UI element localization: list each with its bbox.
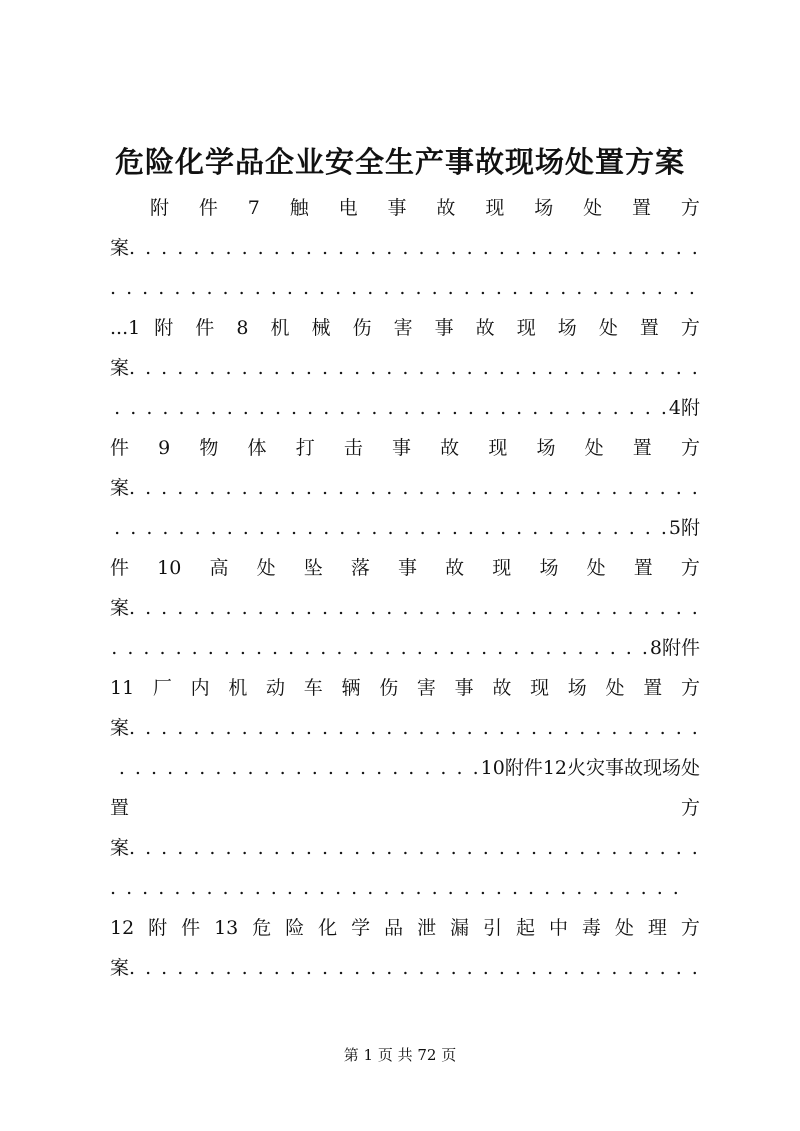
toc-line-4 [110, 308, 700, 348]
toc-line-7 [110, 428, 700, 468]
toc-token: 方 [680, 317, 700, 339]
toc-line-5 [110, 348, 700, 388]
toc-token: 处 [605, 677, 625, 699]
toc-token: 毒 [581, 917, 601, 939]
toc-token: 落 [350, 557, 370, 579]
dot-leader [129, 708, 700, 748]
toc-token: 处 [256, 557, 276, 579]
dot-leader [129, 828, 700, 868]
toc-text: 案 [110, 957, 130, 979]
toc-token: 10 [157, 557, 182, 579]
toc-token: 件 [110, 437, 130, 459]
toc-token: 件 [181, 917, 201, 939]
toc-line-6 [110, 388, 700, 428]
toc-token: 危 [252, 917, 272, 939]
toc-token: 方 [680, 917, 700, 939]
toc-token: 附 [154, 317, 174, 339]
toc-token: 械 [311, 317, 331, 339]
toc-line-12 [110, 628, 700, 668]
toc-token: 处 [598, 317, 618, 339]
toc-token: 现 [485, 197, 505, 219]
toc-token: 件 [198, 197, 218, 219]
toc-line-16 [110, 788, 700, 828]
toc-token: 辆 [341, 677, 361, 699]
toc-token: 12 [110, 917, 135, 939]
toc-token: 车 [303, 677, 323, 699]
toc-token: 处 [584, 437, 604, 459]
toc-token: 场 [536, 437, 556, 459]
toc-token: 现 [488, 437, 508, 459]
dot-leader [129, 588, 700, 628]
toc-token: 8 [236, 317, 249, 339]
toc-page-number: 4附 [668, 397, 700, 419]
toc-token: 场 [557, 317, 577, 339]
toc-token: 害 [416, 677, 436, 699]
toc-token: 方 [680, 437, 700, 459]
toc-token: 内 [190, 677, 210, 699]
toc-token: 方 [680, 557, 700, 579]
toc-page-number: 10附件12火灾事故现场处 [480, 757, 700, 779]
toc-token: 故 [475, 317, 495, 339]
toc-token: 学 [351, 917, 371, 939]
toc-token: 11 [110, 677, 135, 699]
dot-leader [110, 748, 481, 788]
dot-leader [110, 508, 669, 548]
toc-token: 厂 [152, 677, 172, 699]
toc-token: 现 [516, 317, 536, 339]
toc-token: 处 [586, 557, 606, 579]
toc-token: 故 [436, 197, 456, 219]
toc-token: 泄 [417, 917, 437, 939]
toc-token: 事 [434, 317, 454, 339]
toc-token: 物 [199, 437, 219, 459]
toc-token: 理 [647, 917, 667, 939]
toc-token: 品 [384, 917, 404, 939]
toc-text: 案 [110, 717, 130, 739]
toc-token: 伤 [379, 677, 399, 699]
table-of-contents [110, 188, 700, 988]
toc-token: 现 [530, 677, 550, 699]
toc-token: 附 [148, 917, 168, 939]
toc-token: 化 [318, 917, 338, 939]
toc-token: 件 [195, 317, 215, 339]
toc-token: 场 [534, 197, 554, 219]
toc-token: 方 [680, 797, 700, 819]
page-footer: 第 1 页 共 72 页 [343, 1046, 457, 1064]
toc-token: 置 [110, 797, 130, 819]
toc-token: 置 [632, 437, 652, 459]
toc-token: 13 [214, 917, 239, 939]
toc-token: 坠 [303, 557, 323, 579]
toc-token: 处 [614, 917, 634, 939]
dot-leader [110, 388, 669, 428]
toc-token: 中 [548, 917, 568, 939]
document-title: 危险化学品企业安全生产事故现场处置方案 [114, 145, 685, 179]
toc-token: 险 [285, 917, 305, 939]
toc-line-11 [110, 588, 700, 628]
toc-token: 打 [295, 437, 315, 459]
dot-leader [129, 348, 700, 388]
toc-line-3 [110, 268, 700, 308]
toc-token: 高 [209, 557, 229, 579]
toc-text: 案 [110, 597, 130, 619]
toc-token: 事 [387, 197, 407, 219]
toc-line-2 [110, 228, 700, 268]
toc-line-14 [110, 708, 700, 748]
toc-token: 击 [343, 437, 363, 459]
toc-token: 机 [228, 677, 248, 699]
toc-text: 案 [110, 357, 130, 379]
toc-token: 置 [633, 557, 653, 579]
dot-leader [110, 868, 686, 908]
toc-token: 现 [492, 557, 512, 579]
toc-token: 方 [680, 197, 700, 219]
toc-token: 触 [289, 197, 309, 219]
dot-leader [129, 228, 700, 268]
toc-line-17 [110, 828, 700, 868]
toc-token: 机 [270, 317, 290, 339]
toc-token: 场 [567, 677, 587, 699]
toc-line-13 [110, 668, 700, 708]
toc-page-number: 8附件 [649, 637, 700, 659]
toc-token: 7 [247, 197, 260, 219]
toc-token: 体 [247, 437, 267, 459]
toc-token: 附 [150, 197, 170, 219]
toc-token: 引 [483, 917, 503, 939]
toc-token: 害 [393, 317, 413, 339]
toc-token: 故 [492, 677, 512, 699]
toc-line-18 [110, 868, 700, 908]
toc-token: 故 [445, 557, 465, 579]
toc-line-9 [110, 508, 700, 548]
toc-token: 处 [583, 197, 603, 219]
toc-line-4-words [154, 308, 700, 348]
toc-text: 案 [110, 477, 130, 499]
toc-line-10 [110, 548, 700, 588]
toc-line-1 [110, 188, 700, 228]
toc-token: 置 [643, 677, 663, 699]
toc-token: 起 [515, 917, 535, 939]
toc-token: 方 [680, 677, 700, 699]
toc-token: 置 [639, 317, 659, 339]
toc-token: 事 [398, 557, 418, 579]
toc-page-number: ...1 [110, 317, 141, 339]
toc-token: 事 [392, 437, 412, 459]
toc-token: 置 [631, 197, 651, 219]
toc-token: 漏 [450, 917, 470, 939]
dot-leader [129, 468, 700, 508]
dot-leader [129, 948, 700, 988]
toc-text: 案 [110, 837, 130, 859]
toc-token: 事 [454, 677, 474, 699]
toc-token: 件 [110, 557, 130, 579]
toc-token: 故 [440, 437, 460, 459]
toc-line-20 [110, 948, 700, 988]
toc-line-15 [110, 748, 700, 788]
toc-text: 案 [110, 237, 130, 259]
dot-leader [110, 268, 700, 308]
toc-page-number: 5附 [668, 517, 700, 539]
toc-line-8 [110, 468, 700, 508]
dot-leader [110, 628, 650, 668]
toc-token: 伤 [352, 317, 372, 339]
toc-line-19 [110, 908, 700, 948]
toc-token: 动 [266, 677, 286, 699]
toc-token: 场 [539, 557, 559, 579]
toc-token: 电 [338, 197, 358, 219]
toc-token: 9 [158, 437, 171, 459]
